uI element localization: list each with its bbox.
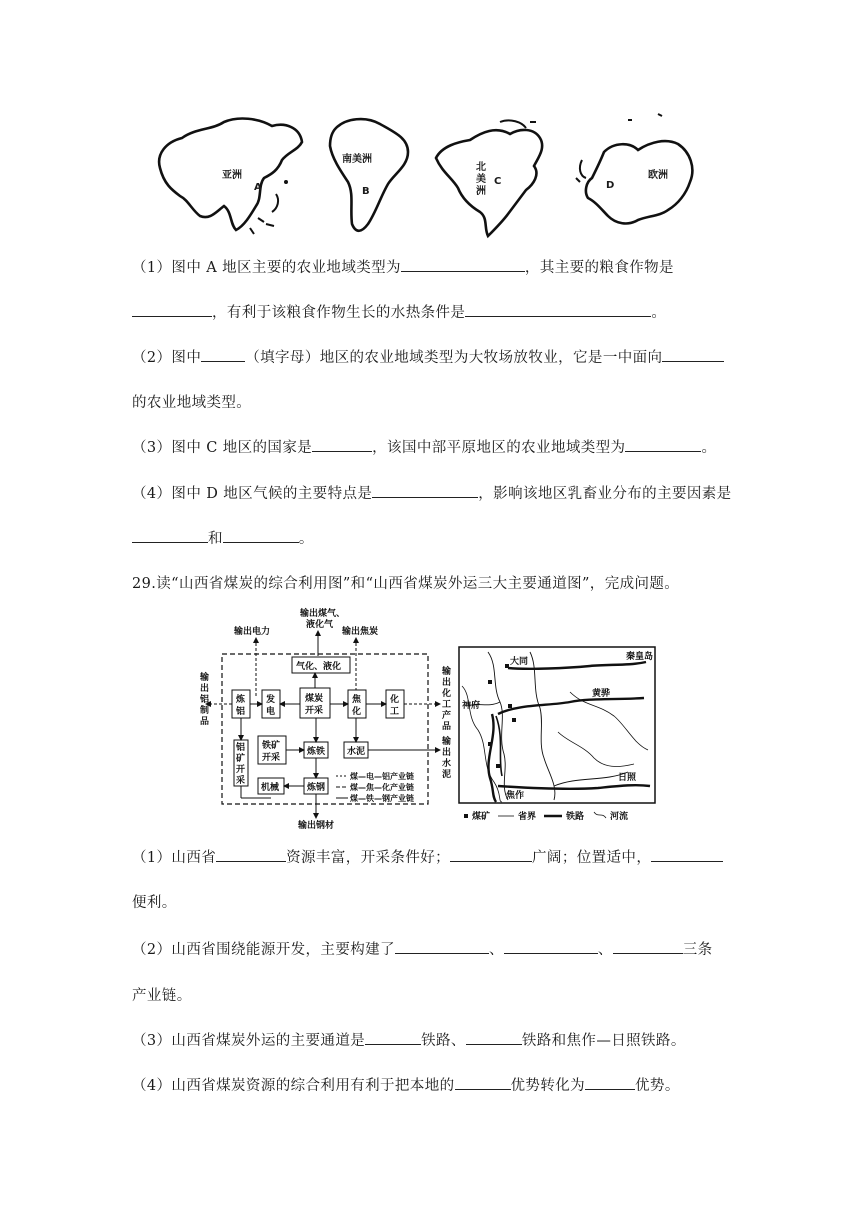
q29-part2-line1: （2）山西省围绕能源开发，主要构建了 、 、 三条 — [132, 938, 713, 959]
city-datong: 大同 — [510, 657, 529, 667]
lian-tie-box: 炼铁 — [307, 747, 326, 757]
right-chem-2: 出 — [442, 678, 452, 688]
q29-part2-line2: 产业链。 — [132, 988, 192, 1004]
answer-blank[interactable] — [450, 847, 532, 862]
legend-border: 省界 — [518, 812, 537, 822]
right-chem-6: 品 — [442, 722, 452, 732]
point-c-label: C — [494, 176, 502, 187]
iron-ore-1: 铁矿 — [262, 741, 281, 751]
q28-part2-line2: 的农业地域类型。 — [132, 395, 252, 411]
right-cement-3: 水 — [442, 759, 452, 769]
asia-label: 亚洲 — [222, 170, 242, 181]
answer-blank[interactable] — [132, 302, 212, 317]
q29-part4: （4）山西省煤炭资源的综合利用有利于把本地的 优势转化为 优势。 — [132, 1074, 680, 1095]
south-america-outline — [322, 108, 422, 240]
left-out-3: 铝 — [200, 695, 210, 705]
legend-chain-1: 煤—电—铝产业链 — [350, 772, 414, 781]
coal-utilization-flowchart — [196, 604, 454, 830]
right-cement-1: 输 — [442, 737, 452, 747]
europe-outline — [574, 112, 704, 236]
coal-mining-1: 煤炭 — [305, 694, 324, 704]
answer-blank[interactable] — [465, 302, 651, 317]
q29-part1-line2: 便利。 — [132, 895, 177, 911]
answer-blank[interactable] — [651, 847, 723, 862]
q29-part1-line1: （1）山西省 资源丰富，开采条件好； 广阔；位置适中， — [132, 846, 723, 867]
south-america-label: 南美洲 — [342, 154, 372, 165]
q28-part4-line1: （4）图中 D 地区气候的主要特点是 ，影响该地区乳畜业分布的主要因素是 — [132, 482, 732, 503]
right-chem-4: 工 — [442, 700, 452, 710]
answer-blank[interactable] — [365, 1030, 421, 1045]
top-coke: 输出焦炭 — [342, 627, 379, 637]
city-shenfu: 神府 — [462, 701, 481, 711]
answer-blank[interactable] — [223, 528, 299, 543]
right-chem-3: 化 — [442, 689, 452, 699]
point-a-label: A — [254, 182, 262, 193]
coal-mining-2: 开采 — [305, 706, 324, 716]
lian-lv-1: 炼 — [236, 695, 246, 705]
map-asia — [152, 108, 312, 240]
europe-label: 欧洲 — [648, 170, 668, 181]
left-out-1: 输 — [200, 673, 210, 683]
q29-title: 29.读“山西省煤炭的综合利用图”和“山西省煤炭外运三大主要通道图”，完成问题。 — [132, 576, 680, 592]
bauxite-3: 开 — [236, 765, 246, 775]
answer-blank[interactable] — [312, 437, 372, 452]
q29-part3: （3）山西省煤炭外运的主要通道是 铁路、 铁路和焦作—日照铁路。 — [132, 1029, 686, 1050]
hua-gong-1: 化 — [390, 695, 400, 705]
shui-ni-box: 水泥 — [347, 747, 366, 757]
city-qinhuangdao: 秦皇岛 — [626, 652, 654, 662]
left-out-4: 制 — [200, 706, 210, 716]
bottom-steel: 输出钢材 — [298, 821, 335, 830]
right-chem-1: 输 — [442, 667, 452, 677]
left-out-2: 出 — [200, 684, 210, 694]
legend-river: 河流 — [610, 812, 629, 822]
jiao-hua-2: 化 — [352, 707, 362, 717]
answer-blank[interactable] — [625, 437, 701, 452]
legend-rail: 铁路 — [566, 812, 585, 822]
gasify-box: 气化、液化 — [296, 662, 342, 672]
city-rizhao: 日照 — [618, 773, 637, 783]
answer-blank[interactable] — [201, 347, 245, 362]
answer-blank[interactable] — [585, 1075, 635, 1090]
point-b-label: B — [362, 186, 370, 197]
bauxite-4: 采 — [236, 776, 246, 786]
map-europe — [574, 112, 704, 236]
lian-gang-box: 炼钢 — [307, 783, 326, 793]
lian-lv-2: 铝 — [236, 707, 246, 717]
left-out-5: 品 — [200, 717, 210, 727]
north-america-label-1: 北 — [476, 162, 486, 173]
ji-xie-box: 机械 — [261, 783, 280, 793]
answer-blank[interactable] — [455, 1075, 511, 1090]
q28-part2-line1: （2）图中 （填字母）地区的农业地域类型为大牧场放牧业，它是一中面向 — [132, 346, 724, 367]
answer-blank[interactable] — [216, 847, 286, 862]
iron-ore-2: 开采 — [262, 753, 281, 763]
answer-blank[interactable] — [395, 939, 489, 954]
answer-blank[interactable] — [372, 483, 478, 498]
bauxite-2: 矿 — [236, 754, 246, 764]
city-huanghua: 黄骅 — [592, 689, 611, 699]
top-gas-1: 输出煤气、 — [300, 609, 346, 619]
top-gas-2: 液化气 — [306, 620, 334, 630]
north-america-label-3: 洲 — [476, 186, 486, 197]
answer-blank[interactable] — [613, 939, 683, 954]
north-america-label-2: 美 — [476, 174, 486, 185]
legend-chain-2: 煤—焦—化产业链 — [350, 783, 414, 792]
city-jiaozuo: 焦作 — [506, 791, 525, 801]
bauxite-1: 铝 — [236, 743, 246, 753]
right-chem-5: 产 — [442, 711, 452, 721]
answer-blank[interactable] — [466, 1030, 522, 1045]
answer-blank[interactable] — [401, 257, 525, 272]
q28-part1-line1: （1）图中 A 地区主要的农业地域类型为 ，其主要的粮食作物是 — [132, 256, 674, 277]
fa-dian-2: 电 — [266, 707, 276, 717]
answer-blank[interactable] — [132, 528, 208, 543]
coal-transport-map — [458, 646, 660, 830]
answer-blank[interactable] — [662, 347, 724, 362]
q28-part4-line2: 和 。 — [132, 527, 314, 548]
q28-part1-line2: ，有利于该粮食作物生长的水热条件是 。 — [132, 301, 666, 322]
top-power: 输出电力 — [234, 627, 271, 637]
map-north-america — [430, 118, 560, 242]
answer-blank[interactable] — [504, 939, 598, 954]
right-cement-2: 出 — [442, 748, 452, 758]
map-south-america — [322, 108, 422, 240]
point-d-label: D — [606, 180, 615, 191]
jiao-hua-1: 焦 — [352, 695, 362, 705]
legend-mine: 煤矿 — [472, 812, 491, 822]
q28-part3: （3）图中 C 地区的国家是 ，该国中部平原地区的农业地域类型为 。 — [132, 436, 716, 457]
fa-dian-1: 发 — [266, 695, 276, 705]
hua-gong-2: 工 — [390, 707, 400, 717]
legend-chain-3: 煤—铁—钢产业链 — [350, 794, 414, 803]
right-cement-4: 泥 — [442, 770, 452, 780]
